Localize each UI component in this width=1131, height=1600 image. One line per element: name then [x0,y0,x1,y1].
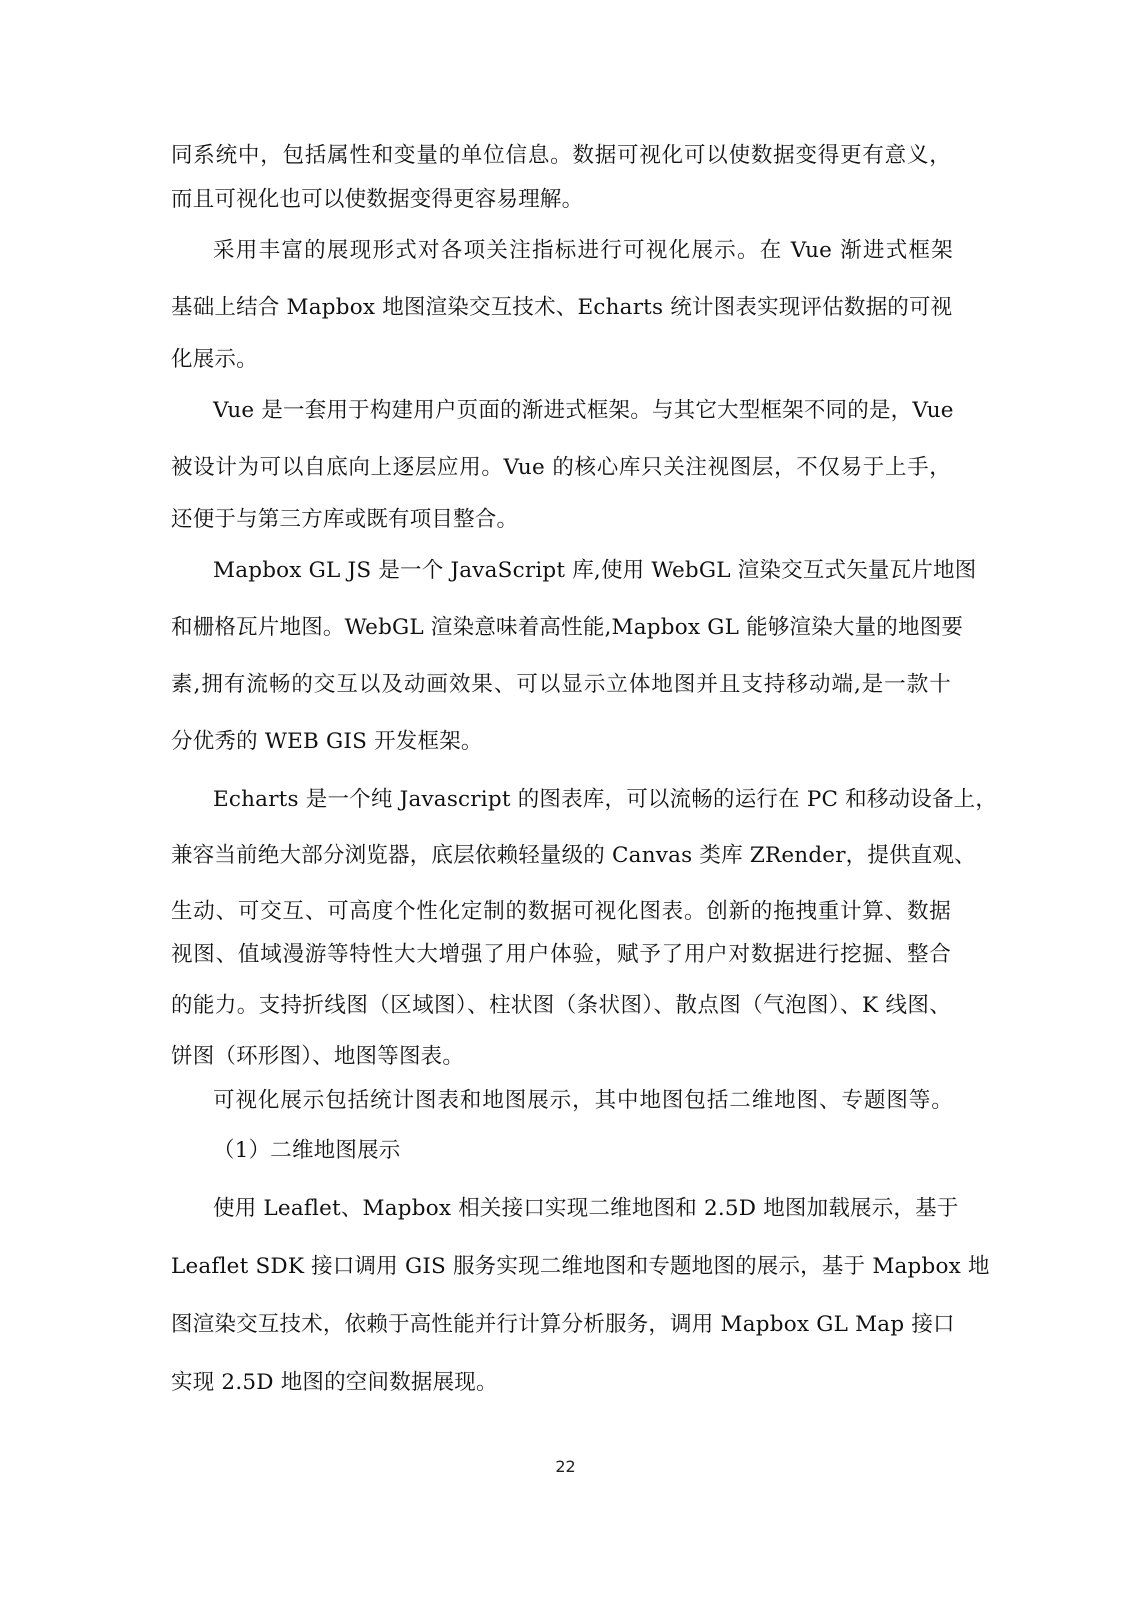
text-line-2: 而且可视化也可以使数据变得更容易理解。 [171,187,584,212]
text-line-11: 素,拥有流畅的交互以及动画效果、可以显示立体地图并且支持移动端,是一款十 [171,672,951,697]
text-line-1: 同系统中，包括属性和变量的单位信息。数据可视化可以使数据变得更有意义， [171,143,951,168]
section-heading: （1）二维地图展示 [213,1138,401,1163]
page-number: 22 [555,1457,576,1476]
text-line-22: Leaflet SDK 接口调用 GIS 服务实现二维地图和专题地图的展示，基于 Mapbox 地 [171,1254,990,1279]
text-line-10: 和栅格瓦片地图。WebGL 渲染意味着高性能,Mapbox GL 能够渲染大量的地图要 [171,615,964,640]
text-line-5: 化展示。 [171,347,258,372]
text-line-21: 使用 Leaflet、Mapbox 相关接口实现二维地图和 2.5D 地图加载展示，基于 [213,1196,959,1221]
text-line-9: Mapbox GL JS 是一个 JavaScript 库,使用 WebGL 渲染交互式矢量瓦片地图 [213,558,977,583]
text-line-18: 饼图（环形图）、地图等图表。 [171,1044,465,1069]
text-line-14: 兼容当前绝大部分浏览器，底层依赖轻量级的 Canvas 类库 ZRender，提供直观、 [171,843,976,868]
text-line-23: 图渲染交互技术，依赖于高性能并行计算分析服务，调用 Mapbox GL Map 接口 [171,1312,955,1337]
text-line-16: 视图、值域漫游等特性大大增强了用户体验，赋予了用户对数据进行挖掘、整合 [171,942,951,967]
text-line-13: Echarts 是一个纯 Javascript 的图表库，可以流畅的运行在 PC 和移动设备上， [213,787,998,812]
text-line-7: 被设计为可以自底向上逐层应用。Vue 的核心库只关注视图层，不仅易于上手， [171,455,951,480]
text-line-12: 分优秀的 WEB GIS 开发框架。 [171,729,483,754]
text-line-19: 可视化展示包括统计图表和地图展示，其中地图包括二维地图、专题图等。 [213,1088,953,1113]
text-line-8: 还便于与第三方库或既有项目整合。 [171,507,519,532]
text-line-24: 实现 2.5D 地图的空间数据展现。 [171,1370,498,1395]
text-line-17: 的能力。支持折线图（区域图）、柱状图（条状图）、散点图（气泡图）、K 线图、 [171,993,951,1018]
text-line-6: Vue 是一套用于构建用户页面的渐进式框架。与其它大型框架不同的是，Vue [213,398,954,423]
text-line-15: 生动、可交互、可高度个性化定制的数据可视化图表。创新的拖拽重计算、数据 [171,899,951,924]
text-line-3: 采用丰富的展现形式对各项关注指标进行可视化展示。在 Vue 渐进式框架 [213,238,953,263]
text-line-4: 基础上结合 Mapbox 地图渲染交互技术、Echarts 统计图表实现评估数据的可视 [171,295,953,320]
